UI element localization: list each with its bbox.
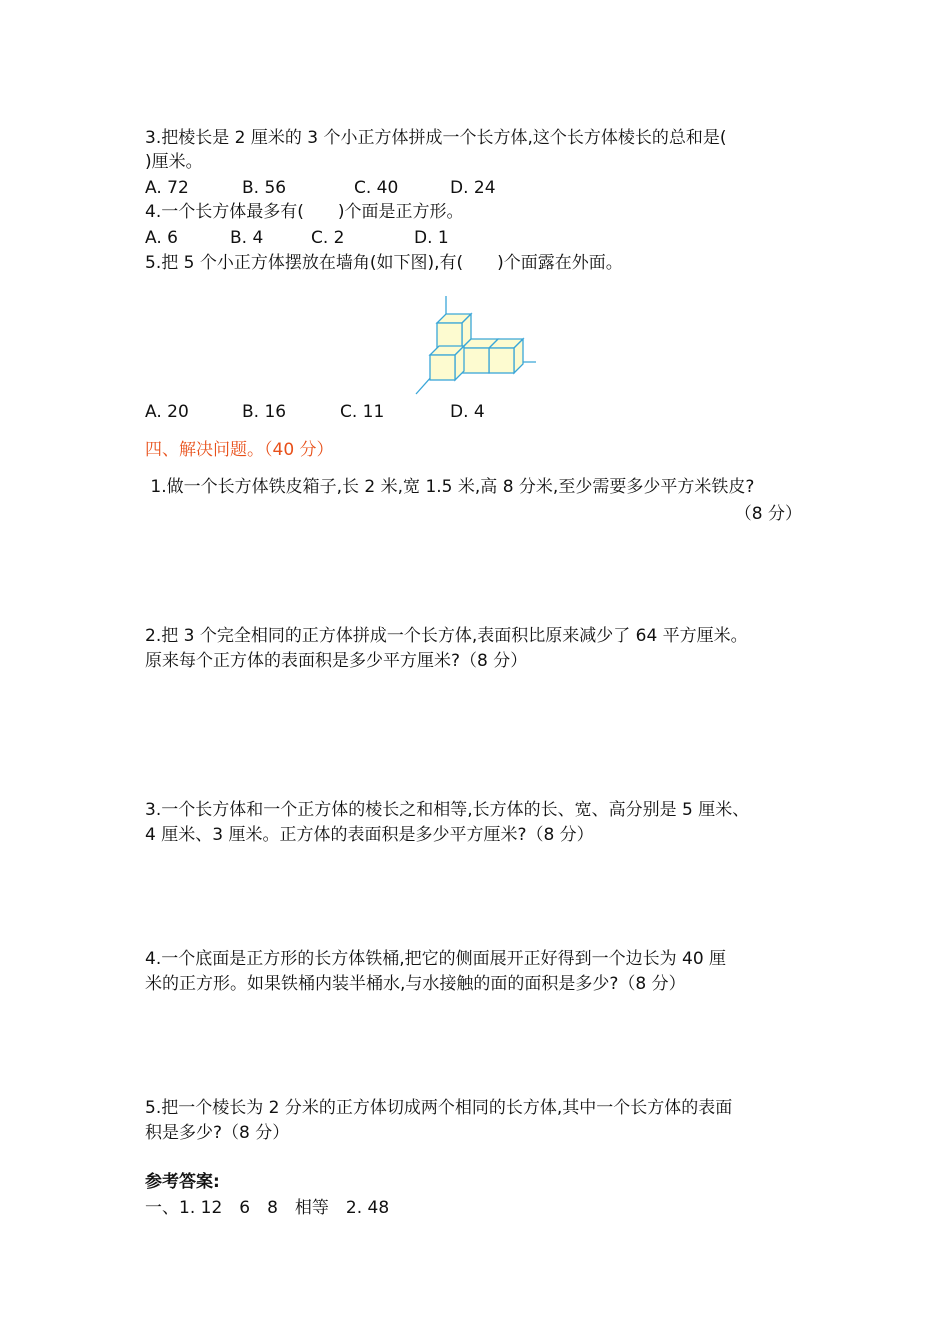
answers-title: 参考答案: — [145, 1172, 220, 1192]
q5-text: 5.把 5 个小正方体摆放在墙角(如下图),有( )个面露在外面。 — [145, 253, 623, 273]
q5-option-d: D. 4 — [450, 402, 485, 422]
problem-1-points: （8 分） — [734, 504, 802, 524]
problem-5-line1: 5.把一个棱长为 2 分米的正方体切成两个相同的长方体,其中一个长方体的表面 — [145, 1098, 733, 1118]
cube-corner-figure — [410, 294, 540, 398]
q5-option-a: A. 20 — [145, 402, 189, 422]
q3-line2: )厘米。 — [145, 152, 203, 172]
problem-5-line2: 积是多少?（8 分） — [145, 1123, 290, 1143]
problem-1-text: 1.做一个长方体铁皮箱子,长 2 米,宽 1.5 米,高 8 分米,至少需要多少平方米铁皮? — [145, 477, 755, 497]
answers-line1: 一、1. 12 6 8 相等 2. 48 — [145, 1198, 390, 1218]
problem-3-line2: 4 厘米、3 厘米。正方体的表面积是多少平方厘米?（8 分） — [145, 825, 594, 845]
q3-option-a: A. 72 — [145, 178, 189, 198]
problem-3-line1: 3.一个长方体和一个正方体的棱长之和相等,长方体的长、宽、高分别是 5 厘米、 — [145, 800, 750, 820]
problem-4-line2: 米的正方形。如果铁桶内装半桶水,与水接触的面的面积是多少?（8 分） — [145, 974, 686, 994]
q4-option-b: B. 4 — [230, 228, 264, 248]
cube-top — [437, 314, 471, 348]
problem-4-line1: 4.一个底面是正方形的长方体铁桶,把它的侧面展开正好得到一个边长为 40 厘 — [145, 949, 727, 969]
q3-option-b: B. 56 — [242, 178, 287, 198]
q3-option-c: C. 40 — [354, 178, 399, 198]
q5-option-b: B. 16 — [242, 402, 287, 422]
q3-option-d: D. 24 — [450, 178, 496, 198]
cube-front — [430, 346, 464, 380]
q4-option-d: D. 1 — [414, 228, 449, 248]
q5-option-c: C. 11 — [340, 402, 385, 422]
section4-title: 四、解决问题。（40 分） — [145, 440, 334, 460]
q4-option-c: C. 2 — [311, 228, 345, 248]
problem-2-line2: 原来每个正方体的表面积是多少平方厘米?（8 分） — [145, 651, 528, 671]
q4-option-a: A. 6 — [145, 228, 178, 248]
q3-line1: 3.把棱长是 2 厘米的 3 个小正方体拼成一个长方体,这个长方体棱长的总和是( — [145, 128, 727, 148]
problem-2-line1: 2.把 3 个完全相同的正方体拼成一个长方体,表面积比原来减少了 64 平方厘米。 — [145, 626, 748, 646]
cube-right-2 — [489, 339, 523, 373]
q4-text: 4.一个长方体最多有( )个面是正方形。 — [145, 202, 464, 222]
